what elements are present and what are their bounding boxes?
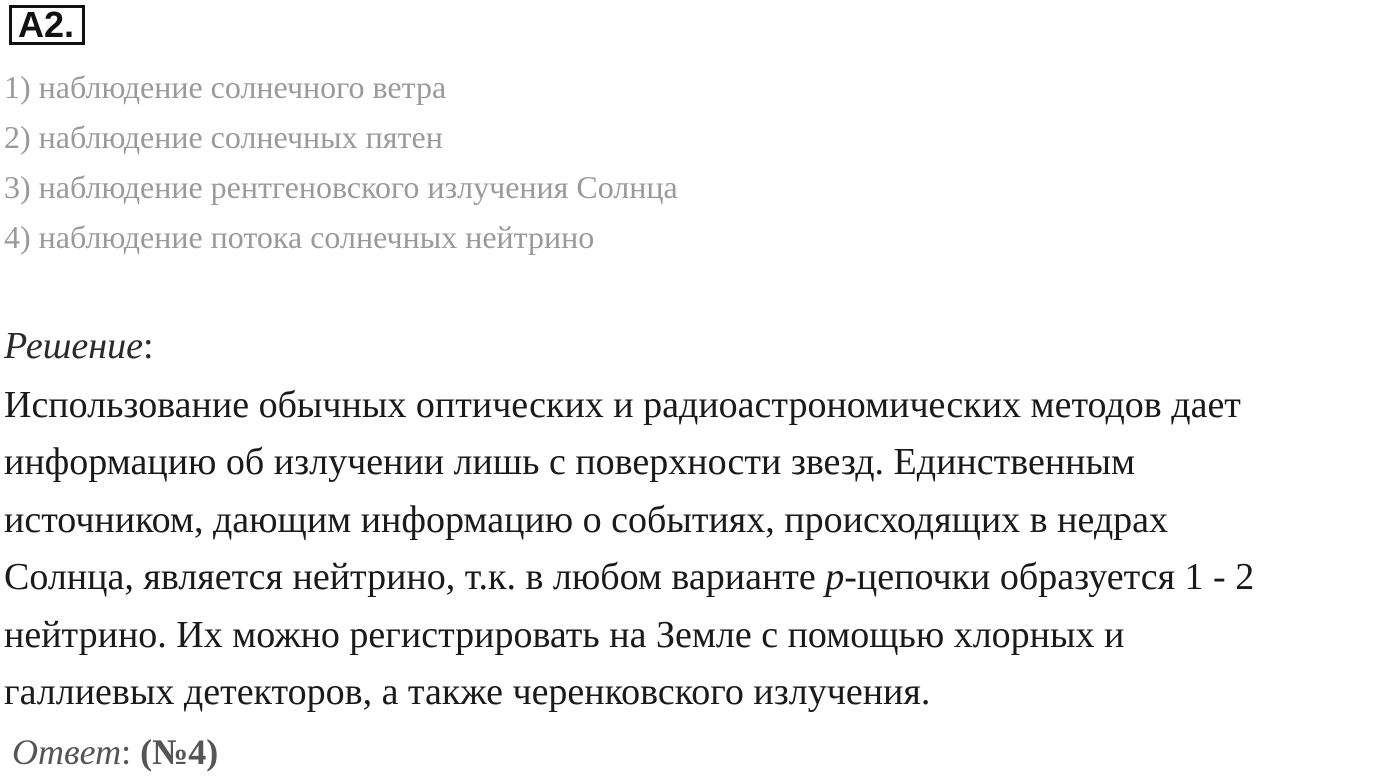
solution-heading-text: Решение [4,325,143,367]
solution-heading-colon: : [142,325,154,367]
answer-label: Ответ [12,732,122,772]
answer-colon: : [121,732,141,772]
answer-option-3: 3) наблюдение рентгеновского излучения Солнца [4,169,678,205]
answer-options-list [4,62,678,262]
solution-heading [4,322,154,370]
solution-line-4 [4,549,1396,606]
answer-option-2: 2) наблюдение солнечных пятен [4,119,443,155]
solution-line-4-start: Солнца, является нейтрино, т.к. в любом варианте [4,556,826,599]
solution-paragraph [4,377,1396,721]
p-chain-symbol: p [825,556,845,599]
solution-line-3: источником, дающим информацию о событиях, происходящих в недрах [4,498,1169,541]
solution-line-4-end: -цепочки образуется 1 - 2 [844,556,1255,599]
answer-line [12,728,218,776]
solution-line-5: нейтрино. Их можно регистрировать на Земле с помощью хлорных и [4,613,1125,656]
answer-option-4: 4) наблюдение потока солнечных нейтрино [4,219,595,255]
answer-option-1: 1) наблюдение солнечного ветра [4,69,447,105]
solution-line-2: информацию об излучении лишь с поверхности звезд. Единственным [4,441,1136,484]
solution-line-6: галлиевых детекторов, а также черенковского излучения. [4,671,931,714]
solution-line-1: Использование обычных оптических и радиоастрономических методов дает [4,384,1241,426]
answer-value: (№4) [140,732,219,772]
task-number-label: А2. [9,5,85,45]
